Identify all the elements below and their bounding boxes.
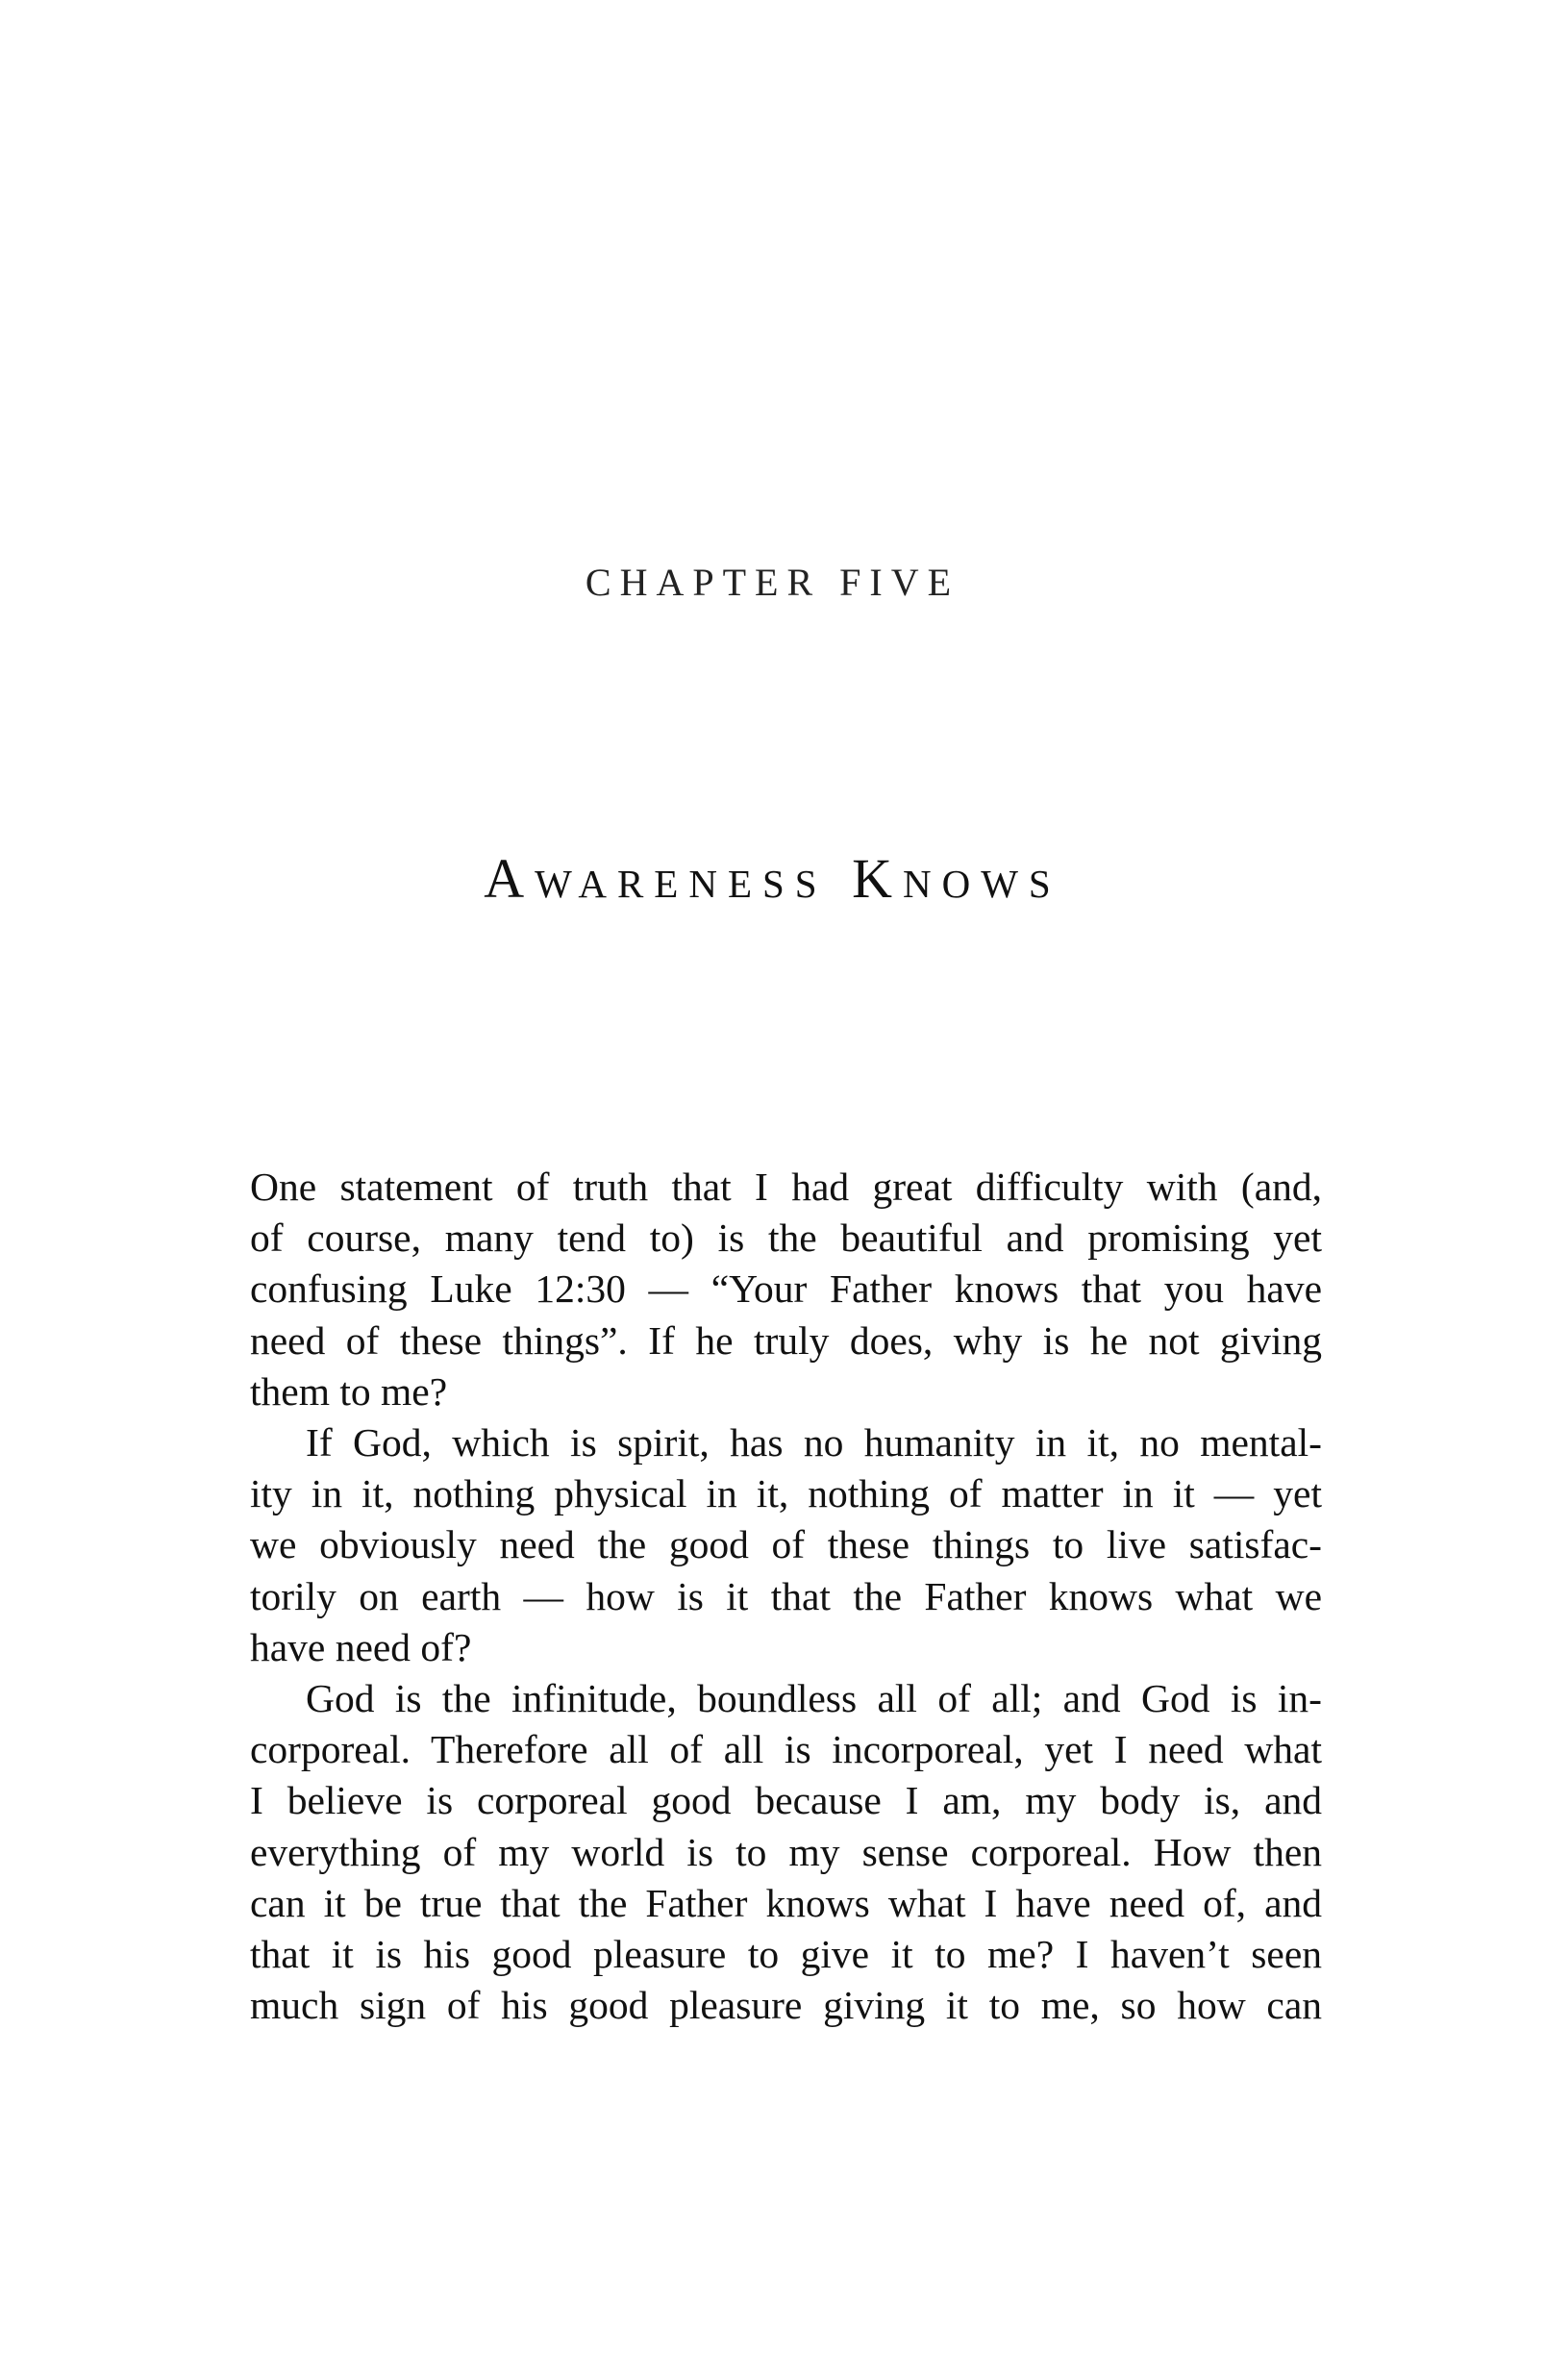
text-line: that it is his good pleasure to give it to me? I haven’t seen [250, 1932, 1322, 1977]
text-line: torily on earth — how is it that the Father knows what we [250, 1573, 1322, 1618]
text-line: One statement of truth that I had great difficulty with (and, [250, 1165, 1322, 1209]
chapter-number: CHAPTER FIVE [585, 561, 960, 604]
paragraph [250, 1162, 1322, 1417]
text-line: them to me? [250, 1368, 448, 1414]
text-line: confusing Luke 12:30 — “Your Father knows that you have [250, 1266, 1322, 1312]
text-line: can it be true that the Father knows what I have need of, and [250, 1880, 1322, 1925]
text-line: If God, which is spirit, has no humanity in it, no mental- [306, 1420, 1322, 1466]
text-line: I believe is corporeal good because I am, my body is, and [250, 1778, 1322, 1823]
text-line: much sign of his good pleasure giving it to me, so how can [250, 1983, 1322, 2028]
text-line: we obviously need the good of these things to live satisfac- [250, 1522, 1322, 1567]
paragraph [250, 1417, 1322, 1673]
text-line: corporeal. Therefore all of all is incorporeal, yet I need what [250, 1727, 1322, 1772]
text-line: have need of? [250, 1624, 472, 1669]
text-line: God is the infinitude, boundless all of all; and God is in- [306, 1676, 1322, 1721]
text-line: of course, many tend to) is the beautiful and promising yet [250, 1215, 1322, 1261]
text-line: ity in it, nothing physical in it, nothing of matter in it — yet [250, 1471, 1322, 1516]
chapter-title: Awareness Knows [484, 847, 1061, 910]
text-line: everything of my world is to my sense corporeal. How then [250, 1829, 1322, 1874]
body-text [250, 1162, 1322, 2031]
text-line: need of these things”. If he truly does, why is he not giving [250, 1317, 1322, 1363]
paragraph [250, 1673, 1322, 2031]
